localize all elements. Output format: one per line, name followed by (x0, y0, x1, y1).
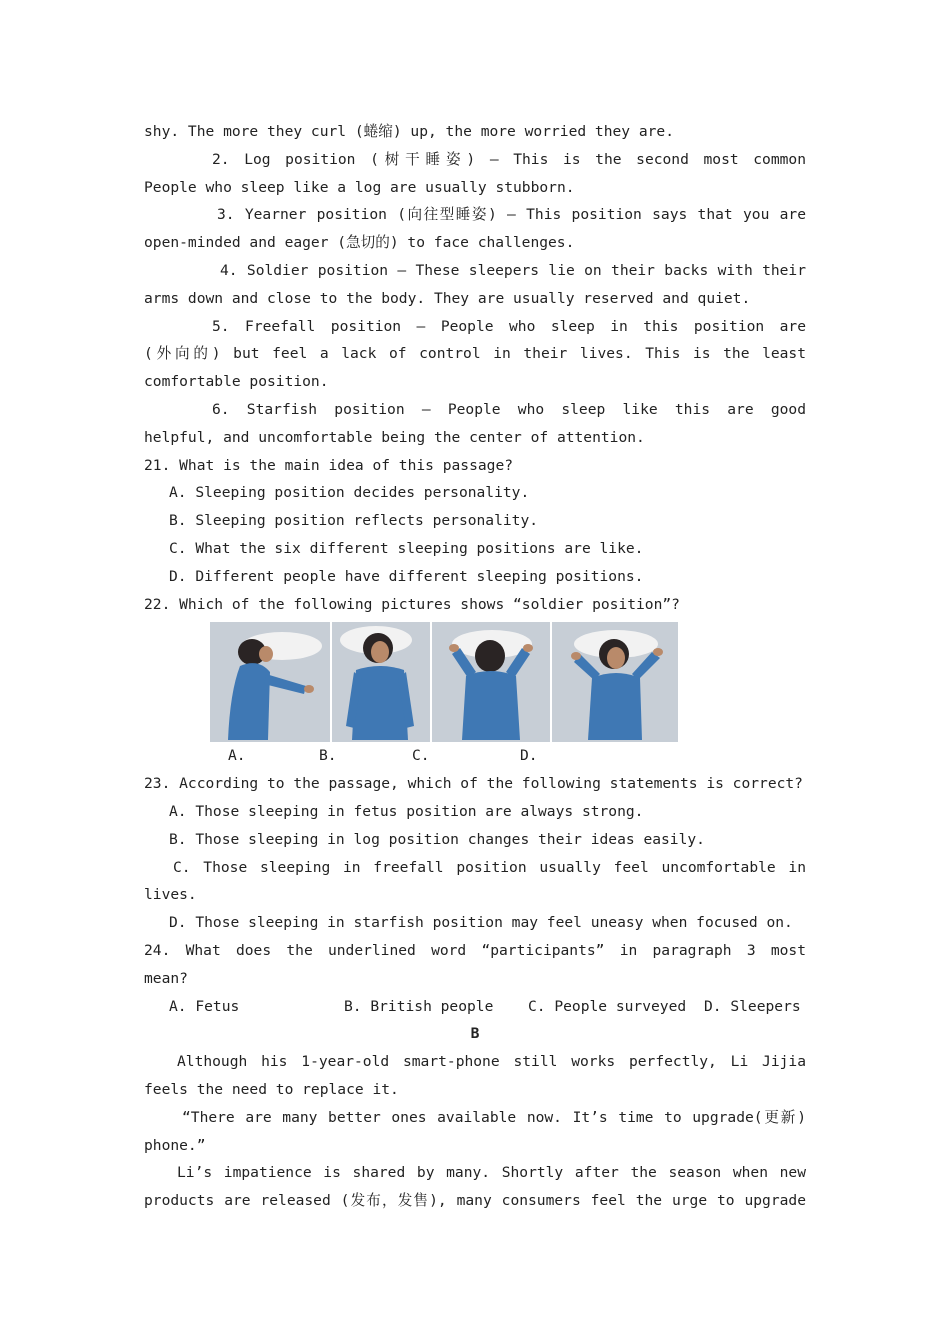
text-line: Although his 1-year-old smart-phone still works perfectly, Li Jijia (177, 1053, 806, 1071)
question-23-stem: 23. According to the passage, which of the following statements is correct? (144, 775, 803, 793)
picture-c-panel (432, 622, 550, 742)
picture-d-panel (552, 622, 678, 742)
text-line: open-minded and eager (急切的) to face challenges. (144, 234, 575, 252)
text-line: “There are many better ones available now. It’s time to upgrade(更新) (182, 1108, 806, 1126)
section-b-heading: B (470, 1025, 480, 1043)
q21-option-c: C. What the six different sleeping positions are like. (169, 539, 644, 557)
text-line: People who sleep like a log are usually stubborn. (144, 178, 575, 196)
text-line: helpful, and uncomfortable being the center of attention. (144, 428, 645, 446)
text-line: feels the need to replace it. (144, 1080, 399, 1098)
picture-c-sleeper (432, 622, 550, 742)
text-line: arms down and close to the body. They are usually reserved and quiet. (144, 289, 751, 307)
q21-option-d: D. Different people have different sleeping positions. (169, 567, 644, 585)
question-24-stem-continued: mean? (144, 969, 188, 987)
picture-labels (144, 742, 806, 770)
q23-option-a: A. Those sleeping in fetus position are always strong. (169, 802, 644, 820)
picture-label-b: B. (319, 747, 337, 765)
q24-option-b: B. British people (344, 997, 494, 1015)
picture-b-sleeper (332, 622, 430, 742)
text-line: comfortable position. (144, 373, 329, 391)
picture-label-c: C. (412, 747, 430, 765)
q24-option-a: A. Fetus (169, 997, 240, 1015)
picture-a-sleeper (210, 622, 330, 742)
picture-label-a: A. (228, 747, 246, 765)
text-line: phone.” (144, 1136, 206, 1154)
picture-a-panel (210, 622, 330, 742)
q21-option-b: B. Sleeping position reflects personality. (169, 512, 539, 530)
q24-option-c: C. People surveyed (528, 997, 687, 1015)
q21-option-a: A. Sleeping position decides personality. (169, 484, 530, 502)
text-line: products are released (发布，发售), many consumers feel the urge to upgrade (144, 1192, 806, 1210)
picture-label-d: D. (520, 747, 538, 765)
q24-options (144, 993, 806, 1021)
picture-b-panel (332, 622, 430, 742)
q23-option-b: B. Those sleeping in log position changes their ideas easily. (169, 830, 705, 848)
q23-option-c-continued: lives. (144, 886, 197, 904)
q24-option-d: D. Sleepers (704, 997, 801, 1015)
q23-option-d: D. Those sleeping in starfish position may feel uneasy when focused on. (169, 914, 793, 932)
text-line: 3. Yearner position (向往型睡姿) – This position says that you are (217, 206, 806, 224)
question-22-stem: 22. Which of the following pictures shows “soldier position”? (144, 595, 680, 613)
question-21-stem: 21. What is the main idea of this passage? (144, 456, 514, 474)
text-line: 5. Freefall position – People who sleep in this position are (212, 317, 806, 335)
text-line: Li’s impatience is shared by many. Shortly after the season when new (177, 1164, 806, 1182)
q23-option-c: C. Those sleeping in freefall position usually feel uncomfortable in (173, 858, 806, 876)
text-line: 4. Soldier position – These sleepers lie on their backs with their (220, 261, 806, 279)
question-24-stem: 24. What does the underlined word “participants” in paragraph 3 most (144, 941, 806, 959)
text-line: shy. The more they curl (蜷缩) up, the more worried they are. (144, 123, 674, 140)
text-line: 6. Starfish position – People who sleep like this are good (212, 400, 806, 418)
text-line: 2. Log position (树干睡姿) – This is the second most common (212, 150, 806, 168)
picture-d-sleeper (552, 622, 678, 742)
sleeping-positions-picture (210, 618, 678, 742)
exam-page (144, 118, 806, 1215)
text-line: (外向的) but feel a lack of control in their lives. This is the least (144, 345, 806, 363)
